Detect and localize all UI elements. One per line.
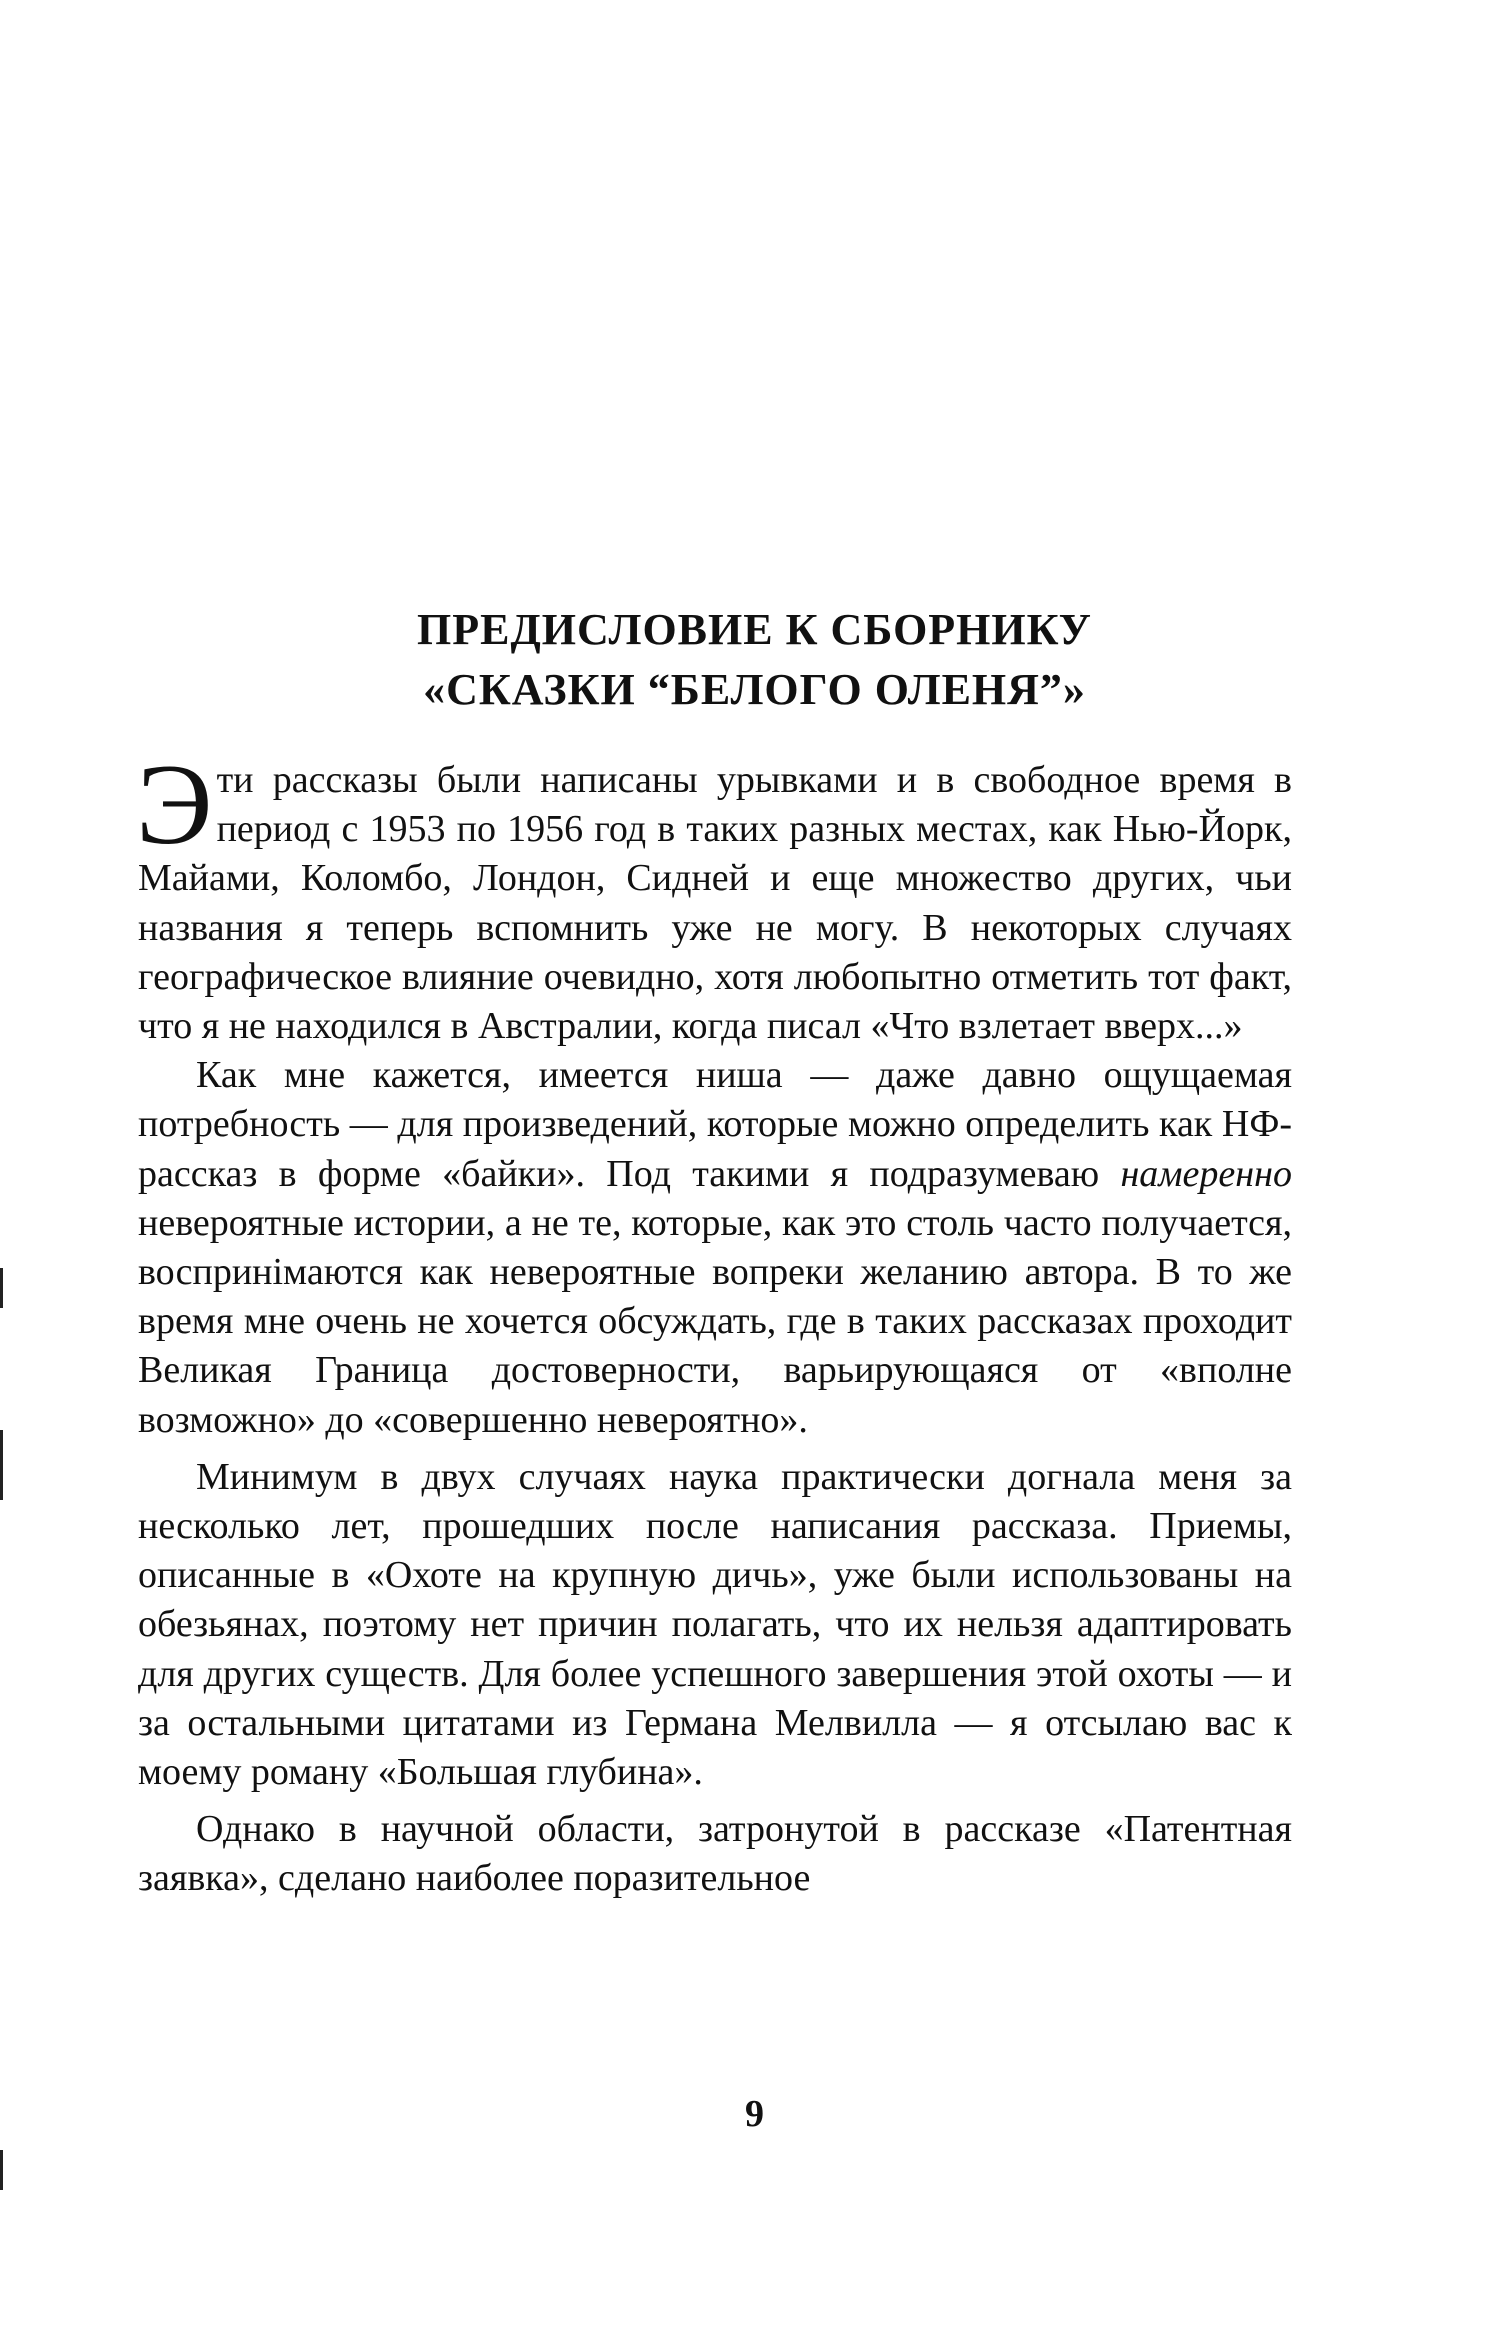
paragraph-2-emphasis: намеренно xyxy=(1120,1152,1292,1195)
scan-edge-mark xyxy=(0,1268,3,1308)
paragraph-1 xyxy=(136,741,1292,1051)
body-text xyxy=(136,741,1292,1904)
paragraph-1-text: ти рассказы были написаны урывками и в свободное время в период с 1953 по 1956 год в таких разных местах, как Нью-Йорк, Майами, Коломбо, Лондон, Сидней и еще множество других, чьи названия я теперь вспомнить уже не могу. В некоторых случаях географическое влияние очевидно, хотя любопытно отметить тот факт, что я не находился в Австралии, когда писал «Что взлетает вверх...» xyxy=(138,759,1292,1048)
paragraph-4 xyxy=(138,1805,1292,1903)
page-number: 9 xyxy=(745,2093,764,2135)
heading-line-2: «СКАЗКИ “БЕЛОГО ОЛЕНЯ”» xyxy=(423,665,1086,714)
paragraph-2-text-after: невероятные истории, а не те, которые, как это столь часто получается, воспринімаются как невероятные вопреки желанию автора. В то же время мне очень не хочется обсуждать, где в таких рассказах проходит Великая Граница достоверности, варьирующаяся от «вполне возможно» до «совершенно невероятно». xyxy=(138,1201,1292,1441)
paragraph-3 xyxy=(138,1453,1292,1797)
paragraph-3-text: Минимум в двух случаях наука практически догнала меня за несколько лет, прошедших после написания рассказа. Приемы, описанные в «Охоте на крупную дичь», уже были использованы на обезьянах, поэтому нет причин полагать, что их нельзя адаптировать для других существ. Для более успешного завершения этой охоты — и за остальными цитатами из Германа Мелвилла — я отсылаю вас к моему роману «Большая глубина». xyxy=(138,1455,1292,1794)
drop-cap: Э xyxy=(136,741,213,869)
paragraph-4-text: Однако в научной области, затронутой в рассказе «Патентная заявка», сделано наиболее поразительное xyxy=(138,1808,1292,1900)
paragraph-2-text-before: Как мне кажется, имеется ниша — даже давно ощущаемая потребность — для произведений, которые можно определить как НФ-рассказ в форме «байки». Под такими я подразумеваю xyxy=(138,1054,1292,1195)
paragraph-2 xyxy=(138,1051,1292,1445)
heading-line-1: ПРЕДИСЛОВИЕ К СБОРНИКУ xyxy=(417,605,1092,654)
scan-edge-mark xyxy=(0,2150,3,2190)
chapter-heading xyxy=(0,600,1509,720)
scan-edge-mark xyxy=(0,1430,3,1500)
